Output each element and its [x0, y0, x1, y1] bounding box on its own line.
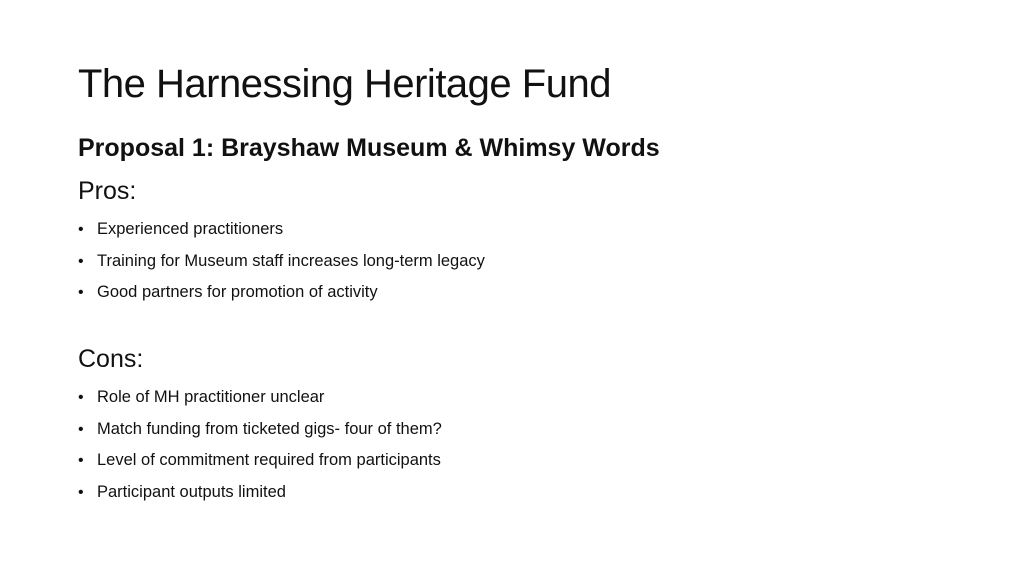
- bullet-icon: •: [78, 221, 84, 238]
- bullet-icon: •: [78, 284, 84, 301]
- cons-item: [78, 418, 442, 450]
- cons-item-text: Level of commitment required from participants: [97, 451, 441, 469]
- pros-item-text: Training for Museum staff increases long-term legacy: [97, 251, 485, 270]
- proposal-subtitle: Proposal 1: Brayshaw Museum & Whimsy Words: [78, 134, 660, 162]
- pros-item-text: Good partners for promotion of activity: [97, 283, 378, 301]
- cons-item: [78, 449, 442, 481]
- cons-item: [78, 481, 442, 513]
- bullet-icon: •: [78, 252, 84, 270]
- cons-heading: Cons:: [78, 345, 144, 373]
- bullet-icon: •: [78, 420, 84, 438]
- bullet-icon: •: [78, 483, 84, 501]
- cons-item-text: Match funding from ticketed gigs- four of them?: [97, 419, 442, 438]
- cons-item-text: Role of MH practitioner unclear: [97, 388, 325, 406]
- pros-item: [78, 218, 485, 250]
- pros-item: [78, 281, 485, 313]
- bullet-icon: •: [78, 452, 84, 469]
- cons-list: [78, 386, 442, 512]
- pros-list: [78, 218, 485, 313]
- pros-item-text: Experienced practitioners: [97, 220, 284, 238]
- bullet-icon: •: [78, 389, 84, 406]
- pros-heading: Pros:: [78, 177, 137, 205]
- cons-item: [78, 386, 442, 418]
- pros-item: [78, 250, 485, 282]
- slide-title: The Harnessing Heritage Fund: [78, 62, 611, 106]
- cons-item-text: Participant outputs limited: [97, 482, 286, 501]
